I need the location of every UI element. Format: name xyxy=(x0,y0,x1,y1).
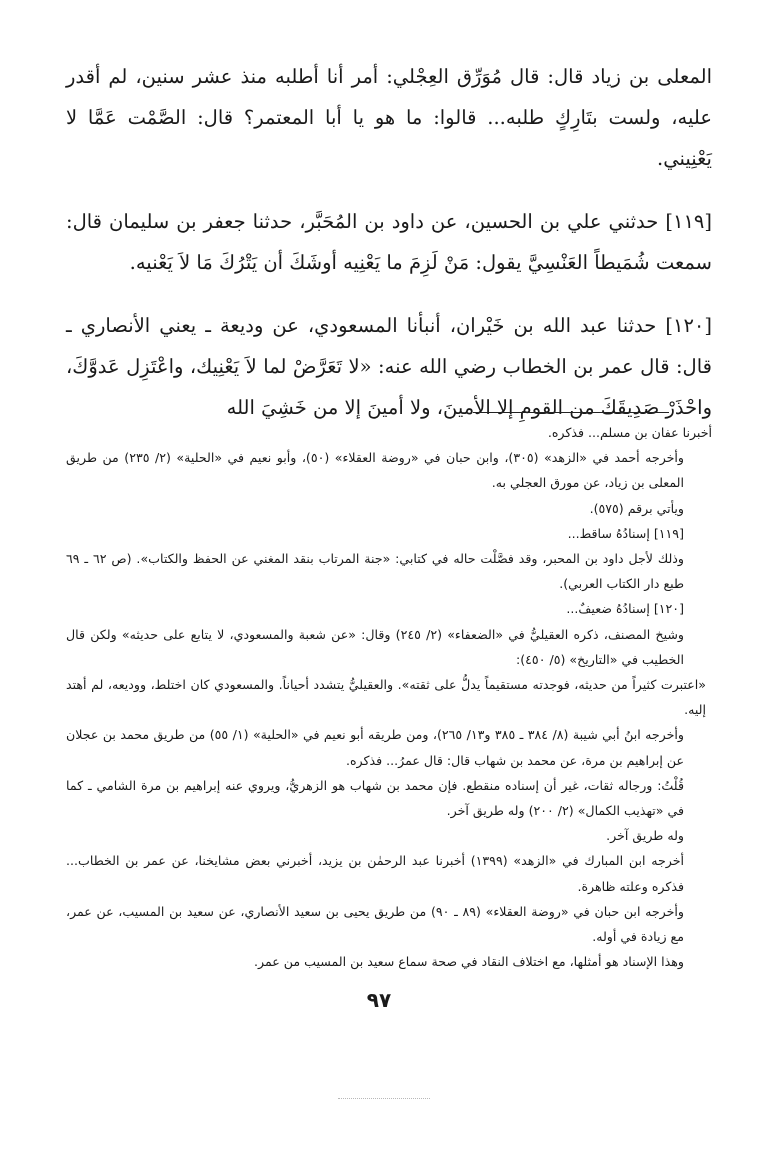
footnote-line: وأخرجه ابن حبان في «روضة العقلاء» (٨٩ ـ ٩٠) من طريق يحيى بن سعيد الأنصاري، عن سعيد بن المسيب، عن عمر، مع زيادة في أوله. xyxy=(66,903,684,945)
page-number: ٩٧ xyxy=(366,988,392,1012)
footnote-line: وأخرجه أحمد في «الزهد» (٣٠٥)، وابن حبان في «روضة العقلاء» (٥٠)، وأبو نعيم في «الحلية» (٢/ ٢٣٥) من طريق المعلى بن زياد، عن مورق العجلي به. xyxy=(66,450,685,491)
paragraph-119: [١١٩] حدثني علي بن الحسين، عن داود بن المُحَبَّر، حدثنا جعفر بن سليمان قال: سمعت شُمَيطاً العَنْسِيَّ يقول: مَنْ لَزِمَ ما يَعْنِيه أوشَكَ أن يَتْرُكَ مَا لاَ يَعْنيه. xyxy=(66,210,712,274)
footnote-line: وهذا الإسناد هو أمثلها، مع اختلاف النقاد في صحة سماع سعيد بن المسيب من عمر. xyxy=(254,954,684,970)
footnote-line: قُلْتُ: ورجاله ثقات، غير أن إسناده منقطع. فإن محمد بن شهاب هو الزهريُّ، ويروي عنه إبراهيم بن مرة الشامي ـ كما في «تهذيب الكمال» (٢/ ٢٠٠) وله طريق آخر. xyxy=(66,777,684,819)
main-text xyxy=(66,56,712,450)
footnote-line: وأخرجه ابنُ أبي شيبة (٨/ ٣٨٤ ـ ٣٨٥ و١٣/ ٢٦٥)، ومن طريقه أبو نعيم في «الحلية» (١/ ٥٥) من طريق محمد بن عجلان عن إبراهيم بن مرة، عن محمد بن شهاب قال: قال عمرُ... فذكره. xyxy=(66,727,684,768)
paragraph-opening: المعلى بن زياد قال: قال مُوَرِّق العِجْلي: أمر أنا أطلبه منذ عشر سنين، لم أقدر عليه، ولست بتَارِكٍ طلبه... قالوا: ما هو يا أبا المعتمر؟ قال: الصَّمْت عَمَّا لا يَعْنِيني. xyxy=(66,65,712,170)
footnote-line: وشيخ المصنف، ذكره العقيليُّ في «الضعفاء» (٢/ ٢٤٥) وقال: «عن شعبة والمسعودي، لا يتابع على حديثه» ولكن قال الخطيب في «التاريخ» (٥/ ٤٥٠): xyxy=(66,626,684,667)
footnotes xyxy=(66,420,712,974)
footnote-line: أخبرنا عفان بن مسلم... فذكره. xyxy=(547,425,712,440)
footnote-separator xyxy=(473,412,669,413)
footnote-quote: «اعتبرت كثيراً من حديثه، فوجدته مستقيماً يدلُّ على ثقته». والعقيليُّ يتشدد أحياناً. والمسعودي كان اختلط، ووديعه، لم أهتد إليه. xyxy=(66,677,706,718)
footnote-line: ويأتي برقم (٥٧٥). xyxy=(589,500,684,516)
paragraph-120: [١٢٠] حدثنا عبد الله بن خَيْران، أنبأنا المسعودي، عن وديعة ـ يعني الأنصاري ـ قال: قال عمر بن الخطاب رضي الله عنه: «لا تَعَرَّضْ لما لاَ يَعْنِيك، واعْتَزِل عَدوَّكَ، واحْذَرْ صَدِيقَكَ من القومِ إلا الأمينَ، ولا أمينَ إلا من خَشِيَ الله xyxy=(66,314,712,419)
footnote-line: وله طريق آخر. xyxy=(606,828,684,844)
footnote-heading-120: [١٢٠] إسنادُهُ ضعيفٌ... xyxy=(566,601,684,617)
footnote-heading-119: [١١٩] إسنادُهُ ساقط... xyxy=(567,525,684,541)
footnote-line: أخرجه ابن المبارك في «الزهد» (١٣٩٩) أخبرنا عبد الرحمٰن بن يزيد، أخبرني بعض مشايخنا، عن عمر بن الخطاب... فذكره وعلته ظاهرة. xyxy=(66,853,684,894)
scan-mark xyxy=(338,1098,430,1101)
footnote-line: وذلك لأجل داود بن المحبر، وقد فصَّلْت حاله في كتابي: «جنة المرتاب بنقد المغني عن الحفظ والكتاب». (ص ٦٢ ـ ٦٩ طبع دار الكتاب العربي). xyxy=(66,551,684,592)
